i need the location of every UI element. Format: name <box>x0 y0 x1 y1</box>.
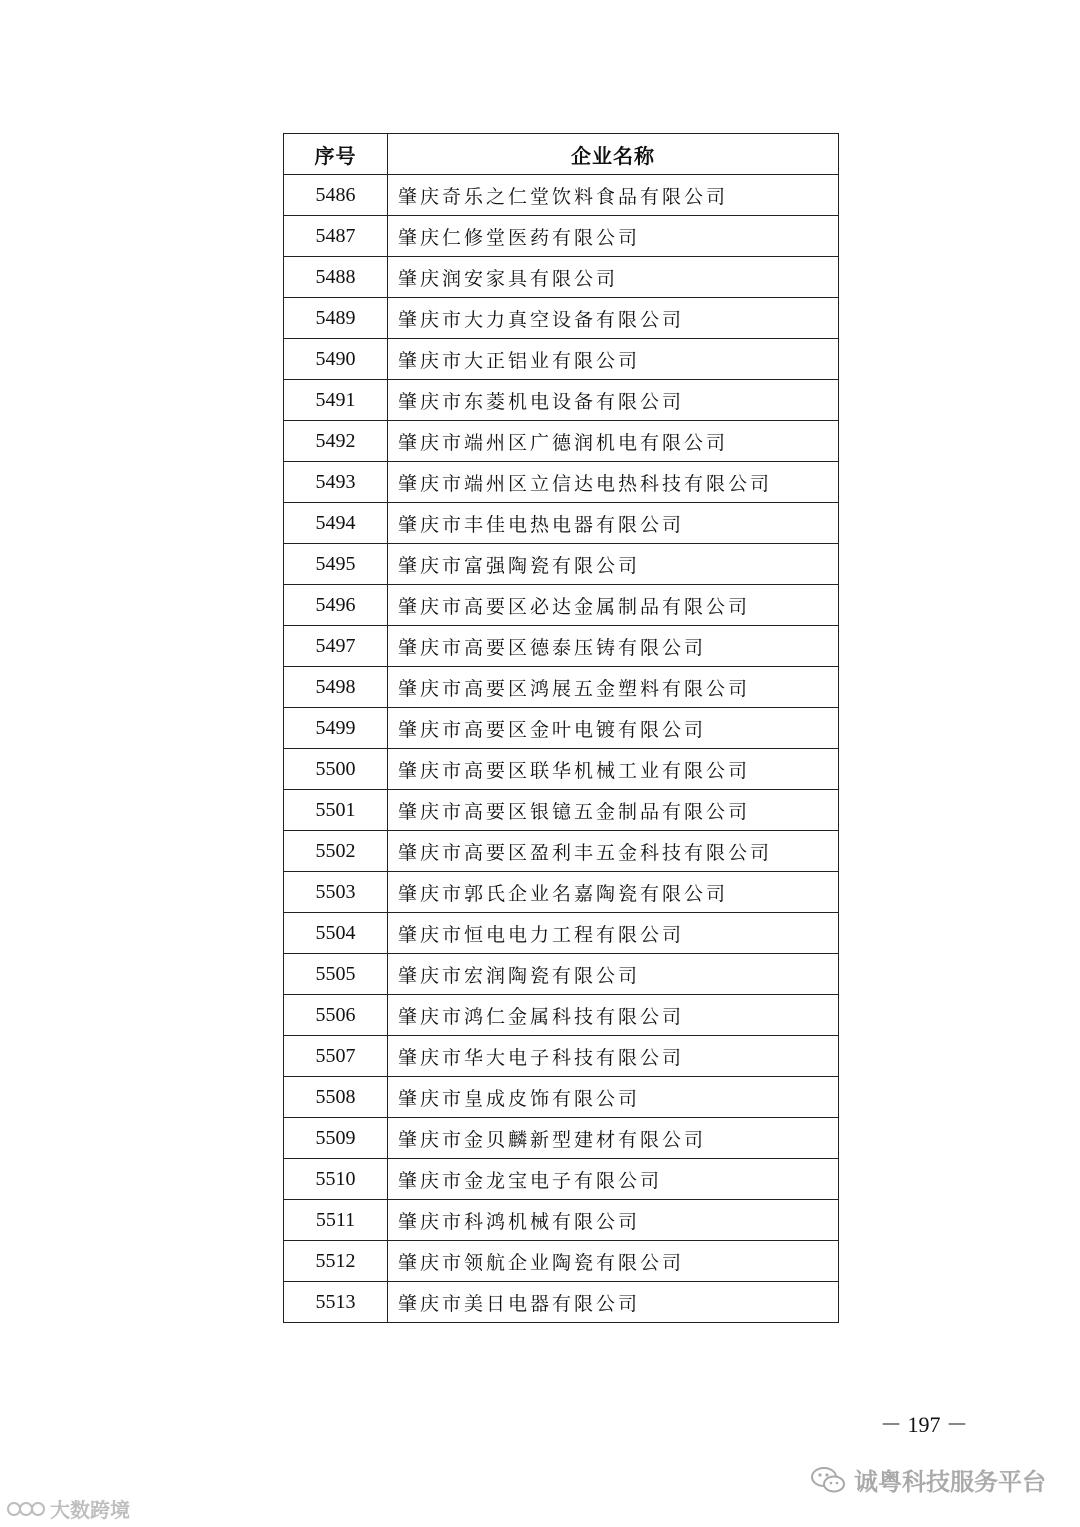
row-index: 5504 <box>284 913 388 954</box>
row-index: 5494 <box>284 503 388 544</box>
table-header-row <box>284 134 839 175</box>
wechat-icon <box>810 1465 846 1495</box>
row-index: 5491 <box>284 380 388 421</box>
row-company-name: 肇庆市端州区广德润机电有限公司 <box>388 421 839 462</box>
row-company-name: 肇庆市科鸿机械有限公司 <box>388 1200 839 1241</box>
row-index: 5487 <box>284 216 388 257</box>
row-company-name: 肇庆市大正铝业有限公司 <box>388 339 839 380</box>
watermark-wechat <box>810 1462 1046 1497</box>
row-company-name: 肇庆市高要区盈利丰五金科技有限公司 <box>388 831 839 872</box>
row-company-name: 肇庆市宏润陶瓷有限公司 <box>388 954 839 995</box>
row-company-name: 肇庆市高要区银镱五金制品有限公司 <box>388 790 839 831</box>
table-row <box>284 462 839 503</box>
header-index: 序号 <box>284 134 388 175</box>
row-index: 5496 <box>284 585 388 626</box>
table-row <box>284 1241 839 1282</box>
row-index: 5509 <box>284 1118 388 1159</box>
table-row <box>284 831 839 872</box>
row-company-name: 肇庆市高要区必达金属制品有限公司 <box>388 585 839 626</box>
table-row <box>284 667 839 708</box>
row-company-name: 肇庆市鸿仁金属科技有限公司 <box>388 995 839 1036</box>
row-index: 5512 <box>284 1241 388 1282</box>
row-index: 5506 <box>284 995 388 1036</box>
table-row <box>284 790 839 831</box>
table-row <box>284 995 839 1036</box>
table-row <box>284 585 839 626</box>
row-index: 5489 <box>284 298 388 339</box>
table-row <box>284 380 839 421</box>
row-company-name: 肇庆市皇成皮饰有限公司 <box>388 1077 839 1118</box>
table-row <box>284 257 839 298</box>
row-index: 5499 <box>284 708 388 749</box>
row-company-name: 肇庆市郭氏企业名嘉陶瓷有限公司 <box>388 872 839 913</box>
table-row <box>284 913 839 954</box>
row-company-name: 肇庆市高要区联华机械工业有限公司 <box>388 749 839 790</box>
table-row <box>284 1118 839 1159</box>
row-company-name: 肇庆市高要区鸿展五金塑料有限公司 <box>388 667 839 708</box>
row-company-name: 肇庆市金贝麟新型建材有限公司 <box>388 1118 839 1159</box>
row-index: 5511 <box>284 1200 388 1241</box>
row-index: 5508 <box>284 1077 388 1118</box>
table-row <box>284 1077 839 1118</box>
row-company-name: 肇庆市金龙宝电子有限公司 <box>388 1159 839 1200</box>
row-company-name: 肇庆市丰佳电热电器有限公司 <box>388 503 839 544</box>
row-index: 5502 <box>284 831 388 872</box>
row-index: 5510 <box>284 1159 388 1200</box>
row-index: 5493 <box>284 462 388 503</box>
watermark-right-text: 诚粤科技服务平台 <box>854 1468 1046 1496</box>
row-company-name: 肇庆润安家具有限公司 <box>388 257 839 298</box>
row-company-name: 肇庆市领航企业陶瓷有限公司 <box>388 1241 839 1282</box>
table-row <box>284 175 839 216</box>
row-company-name: 肇庆市高要区金叶电镀有限公司 <box>388 708 839 749</box>
row-index: 5490 <box>284 339 388 380</box>
row-index: 5486 <box>284 175 388 216</box>
table-row <box>284 298 839 339</box>
table-row <box>284 216 839 257</box>
table-row <box>284 544 839 585</box>
row-company-name: 肇庆市美日电器有限公司 <box>388 1282 839 1323</box>
table-row <box>284 954 839 995</box>
table-row <box>284 1282 839 1323</box>
row-company-name: 肇庆市恒电电力工程有限公司 <box>388 913 839 954</box>
row-index: 5497 <box>284 626 388 667</box>
header-company-name: 企业名称 <box>388 134 839 175</box>
table-row <box>284 749 839 790</box>
table-row <box>284 1200 839 1241</box>
row-company-name: 肇庆市东菱机电设备有限公司 <box>388 380 839 421</box>
row-company-name: 肇庆市高要区德泰压铸有限公司 <box>388 626 839 667</box>
table-row <box>284 872 839 913</box>
row-index: 5513 <box>284 1282 388 1323</box>
row-company-name: 肇庆市端州区立信达电热科技有限公司 <box>388 462 839 503</box>
row-index: 5500 <box>284 749 388 790</box>
table-row <box>284 1159 839 1200</box>
row-index: 5492 <box>284 421 388 462</box>
row-index: 5488 <box>284 257 388 298</box>
row-index: 5501 <box>284 790 388 831</box>
table-row <box>284 1036 839 1077</box>
watermark-dashuju <box>6 1494 130 1523</box>
table-row <box>284 708 839 749</box>
row-index: 5505 <box>284 954 388 995</box>
row-index: 5498 <box>284 667 388 708</box>
table-row <box>284 503 839 544</box>
row-company-name: 肇庆市富强陶瓷有限公司 <box>388 544 839 585</box>
row-company-name: 肇庆仁修堂医药有限公司 <box>388 216 839 257</box>
dashuju-logo-icon <box>6 1497 46 1521</box>
row-index: 5495 <box>284 544 388 585</box>
table-row <box>284 339 839 380</box>
company-list-table <box>283 133 839 1323</box>
table-body <box>284 175 839 1323</box>
row-index: 5507 <box>284 1036 388 1077</box>
table-row <box>284 626 839 667</box>
row-company-name: 肇庆市大力真空设备有限公司 <box>388 298 839 339</box>
table-row <box>284 421 839 462</box>
row-company-name: 肇庆奇乐之仁堂饮料食品有限公司 <box>388 175 839 216</box>
row-company-name: 肇庆市华大电子科技有限公司 <box>388 1036 839 1077</box>
page-number: － 197 － <box>880 1412 969 1437</box>
watermark-left-text: 大数跨境 <box>50 1498 130 1522</box>
row-index: 5503 <box>284 872 388 913</box>
